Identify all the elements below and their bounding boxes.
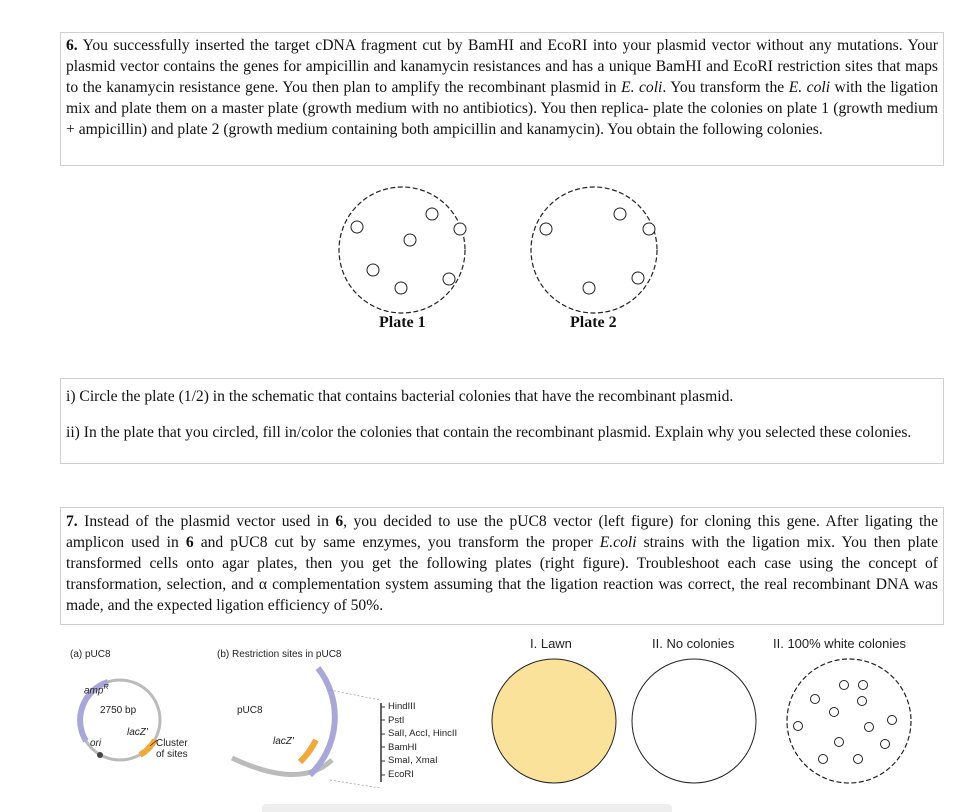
plate-1-label: Plate 1 bbox=[379, 314, 426, 331]
question-ref-6: 6 bbox=[335, 513, 344, 530]
no-colonies-label: II. No colonies bbox=[652, 636, 735, 651]
white-colonies-plate bbox=[787, 659, 911, 783]
question-7-text-part3: and pUC8 cut by same enzymes, you transform the proper bbox=[193, 534, 600, 551]
question-7-text-part2: , you decided to use the pUC8 vector (left figure) for cloning this gene. After ligating the amplicon used in bbox=[66, 513, 938, 551]
puc8-label: pUC8 bbox=[237, 705, 263, 716]
question-7-text-part4: strains with the ligation mix. You then plate transformed cells onto agar plates, then you get the following plates (right figure). Troubleshoot each case using the concept of transformation, selection, and α complementation system assuming that the ligation reaction was correct, the real recombinant DNA was made, and the expected ligation efficiency of 50%. bbox=[66, 534, 938, 614]
lacz-label-b: lacZ' bbox=[273, 736, 294, 747]
question-7-number: 7. bbox=[66, 513, 78, 530]
site-psti: PstI bbox=[388, 714, 405, 726]
white-colony bbox=[835, 738, 844, 747]
white-colony bbox=[811, 695, 820, 704]
white-colony bbox=[794, 722, 803, 731]
white-colony bbox=[830, 708, 839, 717]
lawn-label: I. Lawn bbox=[530, 636, 572, 651]
question-7-text-part1: Instead of the plasmid vector used in bbox=[77, 513, 336, 530]
white-colony bbox=[881, 740, 890, 749]
lawn-plate bbox=[492, 659, 616, 783]
plate-2-label: Plate 2 bbox=[570, 314, 617, 331]
white-colony bbox=[819, 755, 828, 764]
white-colony bbox=[859, 681, 868, 690]
no-colonies-plate bbox=[632, 659, 756, 783]
ampr-label-text: amp bbox=[84, 685, 104, 697]
ecoli-italic: E.coli bbox=[599, 534, 637, 551]
lacz-label: lacZ' bbox=[127, 727, 148, 738]
question-6-text-part2: . You transform the bbox=[662, 79, 789, 96]
white-colonies-label: II. 100% white colonies bbox=[773, 636, 906, 651]
white-colony bbox=[840, 681, 849, 690]
site-smai: SmaI, XmaI bbox=[388, 755, 438, 766]
white-colony bbox=[854, 755, 863, 764]
subquestion-ii: ii) In the plate that you circled, fill in/color the colonies that contain the recombinant plasmid. Explain why you selected these colonies. bbox=[66, 424, 912, 441]
bottom-shadow-bar bbox=[262, 804, 672, 812]
site-sali: SalI, AccI, HincII bbox=[388, 728, 458, 739]
site-hindiii: HindIII bbox=[388, 701, 416, 712]
white-colony bbox=[858, 697, 867, 706]
cluster-label-line1: Cluster bbox=[156, 738, 188, 749]
size-label: 2750 bp bbox=[100, 705, 137, 716]
cluster-label-line2: of sites bbox=[156, 749, 188, 760]
question-6-text-part1: You successfully inserted the target cDNA fragment cut by BamHI and EcoRI into your plasmid vector without any mutations. Your plasmid vector contains the genes for ampicillin and kanamycin resistances and has a unique BamHI and EcoRI restriction sites that maps to the kanamycin resistance gene. You then plan to amplify the recombinant plasmid in bbox=[66, 37, 938, 96]
ampr-label-sup: R bbox=[103, 684, 109, 691]
panel-a-label: (a) pUC8 bbox=[70, 649, 111, 660]
question-ref-6: 6 bbox=[185, 534, 194, 551]
panel-b-label: (b) Restriction sites in pUC8 bbox=[217, 649, 342, 660]
site-ecori: EcoRI bbox=[388, 768, 414, 780]
site-bamhi: BamHI bbox=[388, 741, 418, 753]
white-colony bbox=[888, 716, 897, 725]
question-6-text-part3: with the ligation mix and plate them on a master plate (growth medium with no antibiotics). You then replica- plate the colonies on plate 1 (growth medium + ampicillin) and plate 2 (growth medium containing both ampicillin and kanamycin). You obtain the following colonies. bbox=[66, 79, 938, 138]
subquestion-i: i) Circle the plate (1/2) in the schematic that contains bacterial colonies that have the recombinant plasmid. bbox=[66, 388, 734, 405]
ecoli-italic: E. coli bbox=[621, 79, 663, 96]
ori-label: ori bbox=[90, 738, 102, 749]
ecoli-italic: E. coli bbox=[788, 79, 831, 96]
question-6-number: 6. bbox=[66, 37, 78, 54]
white-colony bbox=[865, 723, 874, 732]
